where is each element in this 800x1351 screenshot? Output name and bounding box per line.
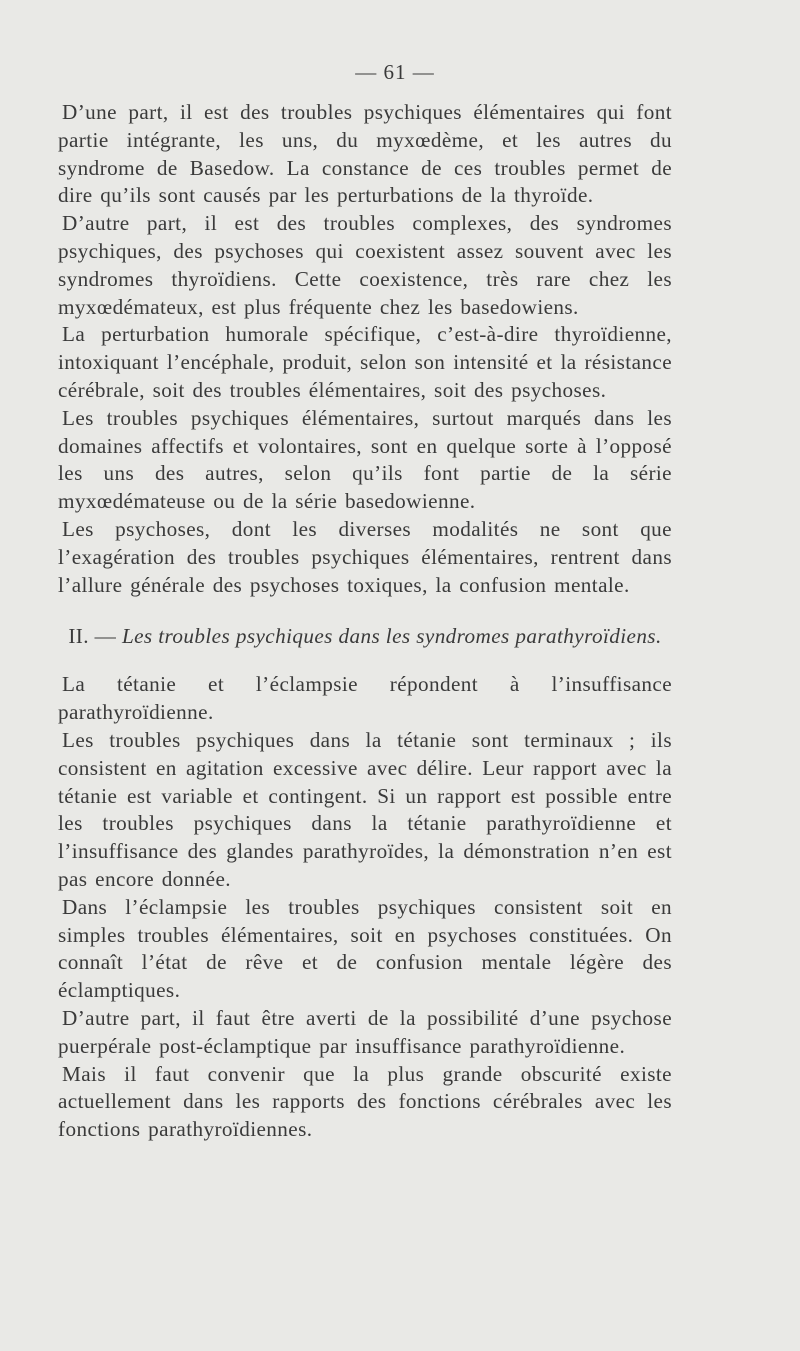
page-number: — 61 — xyxy=(355,60,435,84)
paragraph: Dans l’éclampsie les troubles psychiques consistent soit en simples troubles élémentaires, soit en psychoses constituées. On connaît l’état de rêve et de confusion mentale légère des éclamptiques. xyxy=(58,894,672,1003)
paragraph: La perturbation humorale spécifique, c’est-à-dire thyroïdienne, intoxiquant l’encéphale, produit, selon son intensité et la résistance cérébrale, soit des troubles élémentaires, soit des psychoses. xyxy=(58,322,672,402)
paragraph: D’autre part, il faut être averti de la possibilité d’une psychose puerpérale post-éclamptique par insuffisance parathyroïdienne. xyxy=(58,1005,672,1058)
section-heading xyxy=(58,623,672,649)
paragraph: Les troubles psychiques dans la tétanie sont terminaux ; ils consistent en agitation excessive avec délire. Leur rapport avec la tétanie est variable et contingent. Si un rapport est possible entre les troubles psychiques dans la tétanie parathyroïdienne et l’insuffisance des glandes parathyroïdes, la démonstration n’en est pas encore donnée. xyxy=(58,727,672,891)
paragraph: Les psychoses, dont les diverses modalités ne sont que l’exagération des troubles psychiques élémentaires, rentrent dans l’allure générale des psychoses toxiques, la confusion mentale. xyxy=(58,516,672,597)
paragraph: Mais il faut convenir que la plus grande obscurité existe actuellement dans les rapports des fonctions cérébrales avec les fonctions parathyroïdiennes. xyxy=(58,1061,672,1142)
paragraph: La tétanie et l’éclampsie répondent à l’insuffisance parathyroïdienne. xyxy=(58,672,672,725)
paragraph: D’autre part, il est des troubles complexes, des syndromes psychiques, des psychoses qui coexistent assez souvent avec les syndromes thyroïdiens. Cette coexistence, très rare chez les myxœdémateux, est plus fréquente chez les basedowiens. xyxy=(58,211,672,319)
paragraph: D’une part, il est des troubles psychiques élémentaires qui font partie intégrante, les uns, du myxœdème, et les autres du syndrome de Basedow. La constance de ces troubles permet de dire qu’ils sont causés par les perturbations de la thyroïde. xyxy=(58,100,672,208)
section-number: II. — xyxy=(68,624,122,649)
paragraph: Les troubles psychiques élémentaires, surtout marqués dans les domaines affectifs et volontaires, sont en quelque sorte à l’opposé les uns des autres, selon qu’ils font partie de la série myxœdémateuse ou de la série basedowienne. xyxy=(58,405,672,514)
section-title: Les troubles psychiques dans les syndromes parathyroïdiens. xyxy=(121,624,662,649)
